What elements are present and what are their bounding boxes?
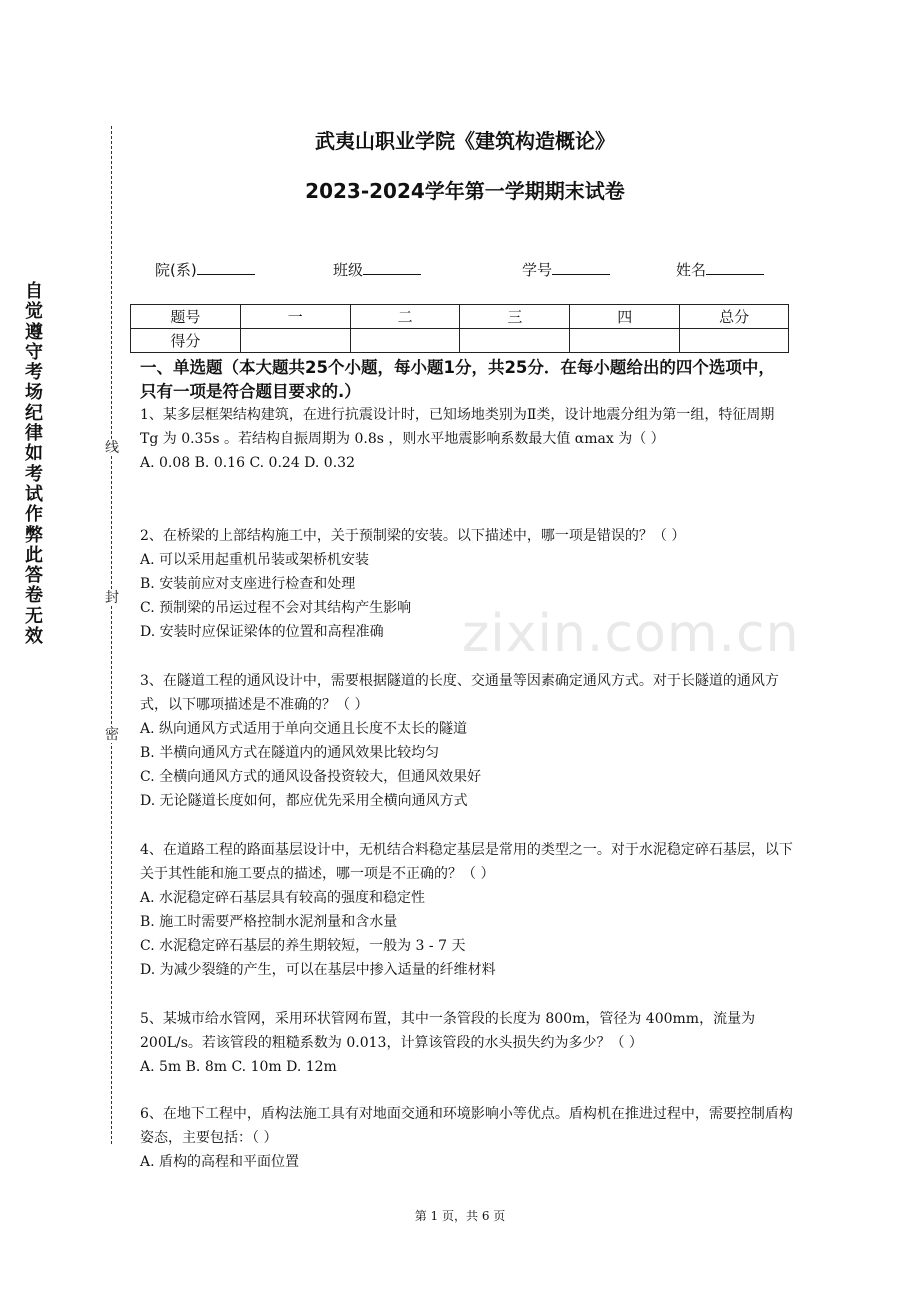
score-entry-cell[interactable] [570, 329, 680, 353]
exam-title: 武夷山职业学院《建筑构造概论》 [315, 129, 615, 153]
question-option: C. 全横向通风方式的通风设备投资较大，但通风效果好 [140, 769, 482, 785]
binding-mark-feng: 封 [105, 590, 119, 606]
dept-field[interactable]: 院(系) [155, 259, 255, 280]
table-cell: 得分 [131, 329, 241, 353]
question-option: B. 安装前应对支座进行检查和处理 [140, 576, 356, 592]
question-option: B. 半横向通风方式在隧道内的通风效果比较均匀 [140, 745, 440, 761]
question-option: A. 纵向通风方式适用于单向交通且长度不太长的隧道 [140, 721, 468, 737]
table-cell: 一 [240, 305, 350, 329]
section-heading: 一、单选题（本大题共25个小题，每小题1分，共25分．在每小题给出的四个选项中，只有一项是符合题目要求的.） [140, 358, 775, 401]
table-cell: 题号 [131, 305, 241, 329]
question-4 [140, 838, 795, 982]
question-option: B. 施工时需要严格控制水泥剂量和含水量 [140, 914, 398, 930]
score-table-score-row [131, 329, 789, 353]
table-cell: 二 [350, 305, 460, 329]
question-option: C. 水泥稳定碎石基层的养生期较短，一般为 3 - 7 天 [140, 938, 466, 954]
question-option: C. 预制梁的吊运过程不会对其结构产生影响 [140, 600, 412, 616]
exam-subtitle: 2023-2024学年第一学期期末试卷 [305, 179, 625, 203]
question-option: D. 无论隧道长度如何，都应优先采用全横向通风方式 [140, 793, 468, 809]
class-field[interactable]: 班级 [333, 259, 421, 280]
score-table-header-row [131, 305, 789, 329]
score-entry-cell[interactable] [350, 329, 460, 353]
question-option: A. 可以采用起重机吊装或架桥机安装 [140, 552, 370, 568]
question-stem: 4、在道路工程的路面基层设计中，无机结合料稳定基层是常用的类型之一。对于水泥稳定碎石基层，以下关于其性能和施工要点的描述，哪一项是不正确的？（ ） [140, 842, 793, 882]
question-option: A. 盾构的高程和平面位置 [140, 1154, 300, 1170]
question-option: A. 5m B. 8m C. 10m D. 12m [140, 1059, 337, 1075]
score-entry-cell[interactable] [680, 329, 789, 353]
table-cell: 四 [570, 305, 680, 329]
binding-mark-xian: 线 [105, 440, 119, 456]
question-option: D. 安装时应保证梁体的位置和高程准确 [140, 624, 384, 640]
name-field[interactable]: 姓名 [676, 259, 764, 280]
score-entry-cell[interactable] [460, 329, 570, 353]
question-stem: 6、在地下工程中，盾构法施工具有对地面交通和环境影响小等优点。盾构机在推进过程中，需要控制盾构姿态，主要包括：（ ） [140, 1106, 793, 1146]
question-option: A. 0.08 B. 0.16 C. 0.24 D. 0.32 [140, 455, 355, 471]
question-5 [140, 1007, 795, 1079]
question-stem: 5、某城市给水管网，采用环状管网布置，其中一条管段的长度为 800m，管径为 400mm，流量为 200L/s。若该管段的粗糙系数为 0.013，计算该管段的水头损失约为多少？（ ） [140, 1011, 756, 1051]
question-1 [140, 403, 795, 475]
score-table [130, 304, 789, 353]
table-cell: 总分 [680, 305, 789, 329]
question-stem: 3、在隧道工程的通风设计中，需要根据隧道的长度、交通量等因素确定通风方式。对于长隧道的通风方式，以下哪项描述是不准确的？（ ） [140, 673, 779, 713]
score-entry-cell[interactable] [240, 329, 350, 353]
page-number: 第 1 页，共 6 页 [414, 1209, 506, 1223]
binding-mark-mi: 密 [105, 727, 119, 743]
question-6 [140, 1102, 795, 1174]
question-3 [140, 669, 795, 813]
question-option: D. 为减少裂缝的产生，可以在基层中掺入适量的纤维材料 [140, 962, 496, 978]
question-stem: 1、某多层框架结构建筑，在进行抗震设计时，已知场地类别为Ⅱ类，设计地震分组为第一组，特征周期 Tg 为 0.35s 。若结构自振周期为 0.8s ，则水平地震影响系数最大值 αmax 为（ ） [140, 407, 775, 447]
question-stem: 2、在桥梁的上部结构施工中，关于预制梁的安装。以下描述中，哪一项是错误的？（ ） [140, 528, 686, 544]
table-cell: 三 [460, 305, 570, 329]
question-option: A. 水泥稳定碎石基层具有较高的强度和稳定性 [140, 890, 426, 906]
binding-dashed-line [111, 126, 112, 1144]
exam-rule-notice: 自觉遵守考场纪律如考试作弊此答卷无效 [25, 281, 43, 648]
watermark: zixin.com.cn [462, 604, 800, 664]
student-id-field[interactable]: 学号 [522, 259, 610, 280]
